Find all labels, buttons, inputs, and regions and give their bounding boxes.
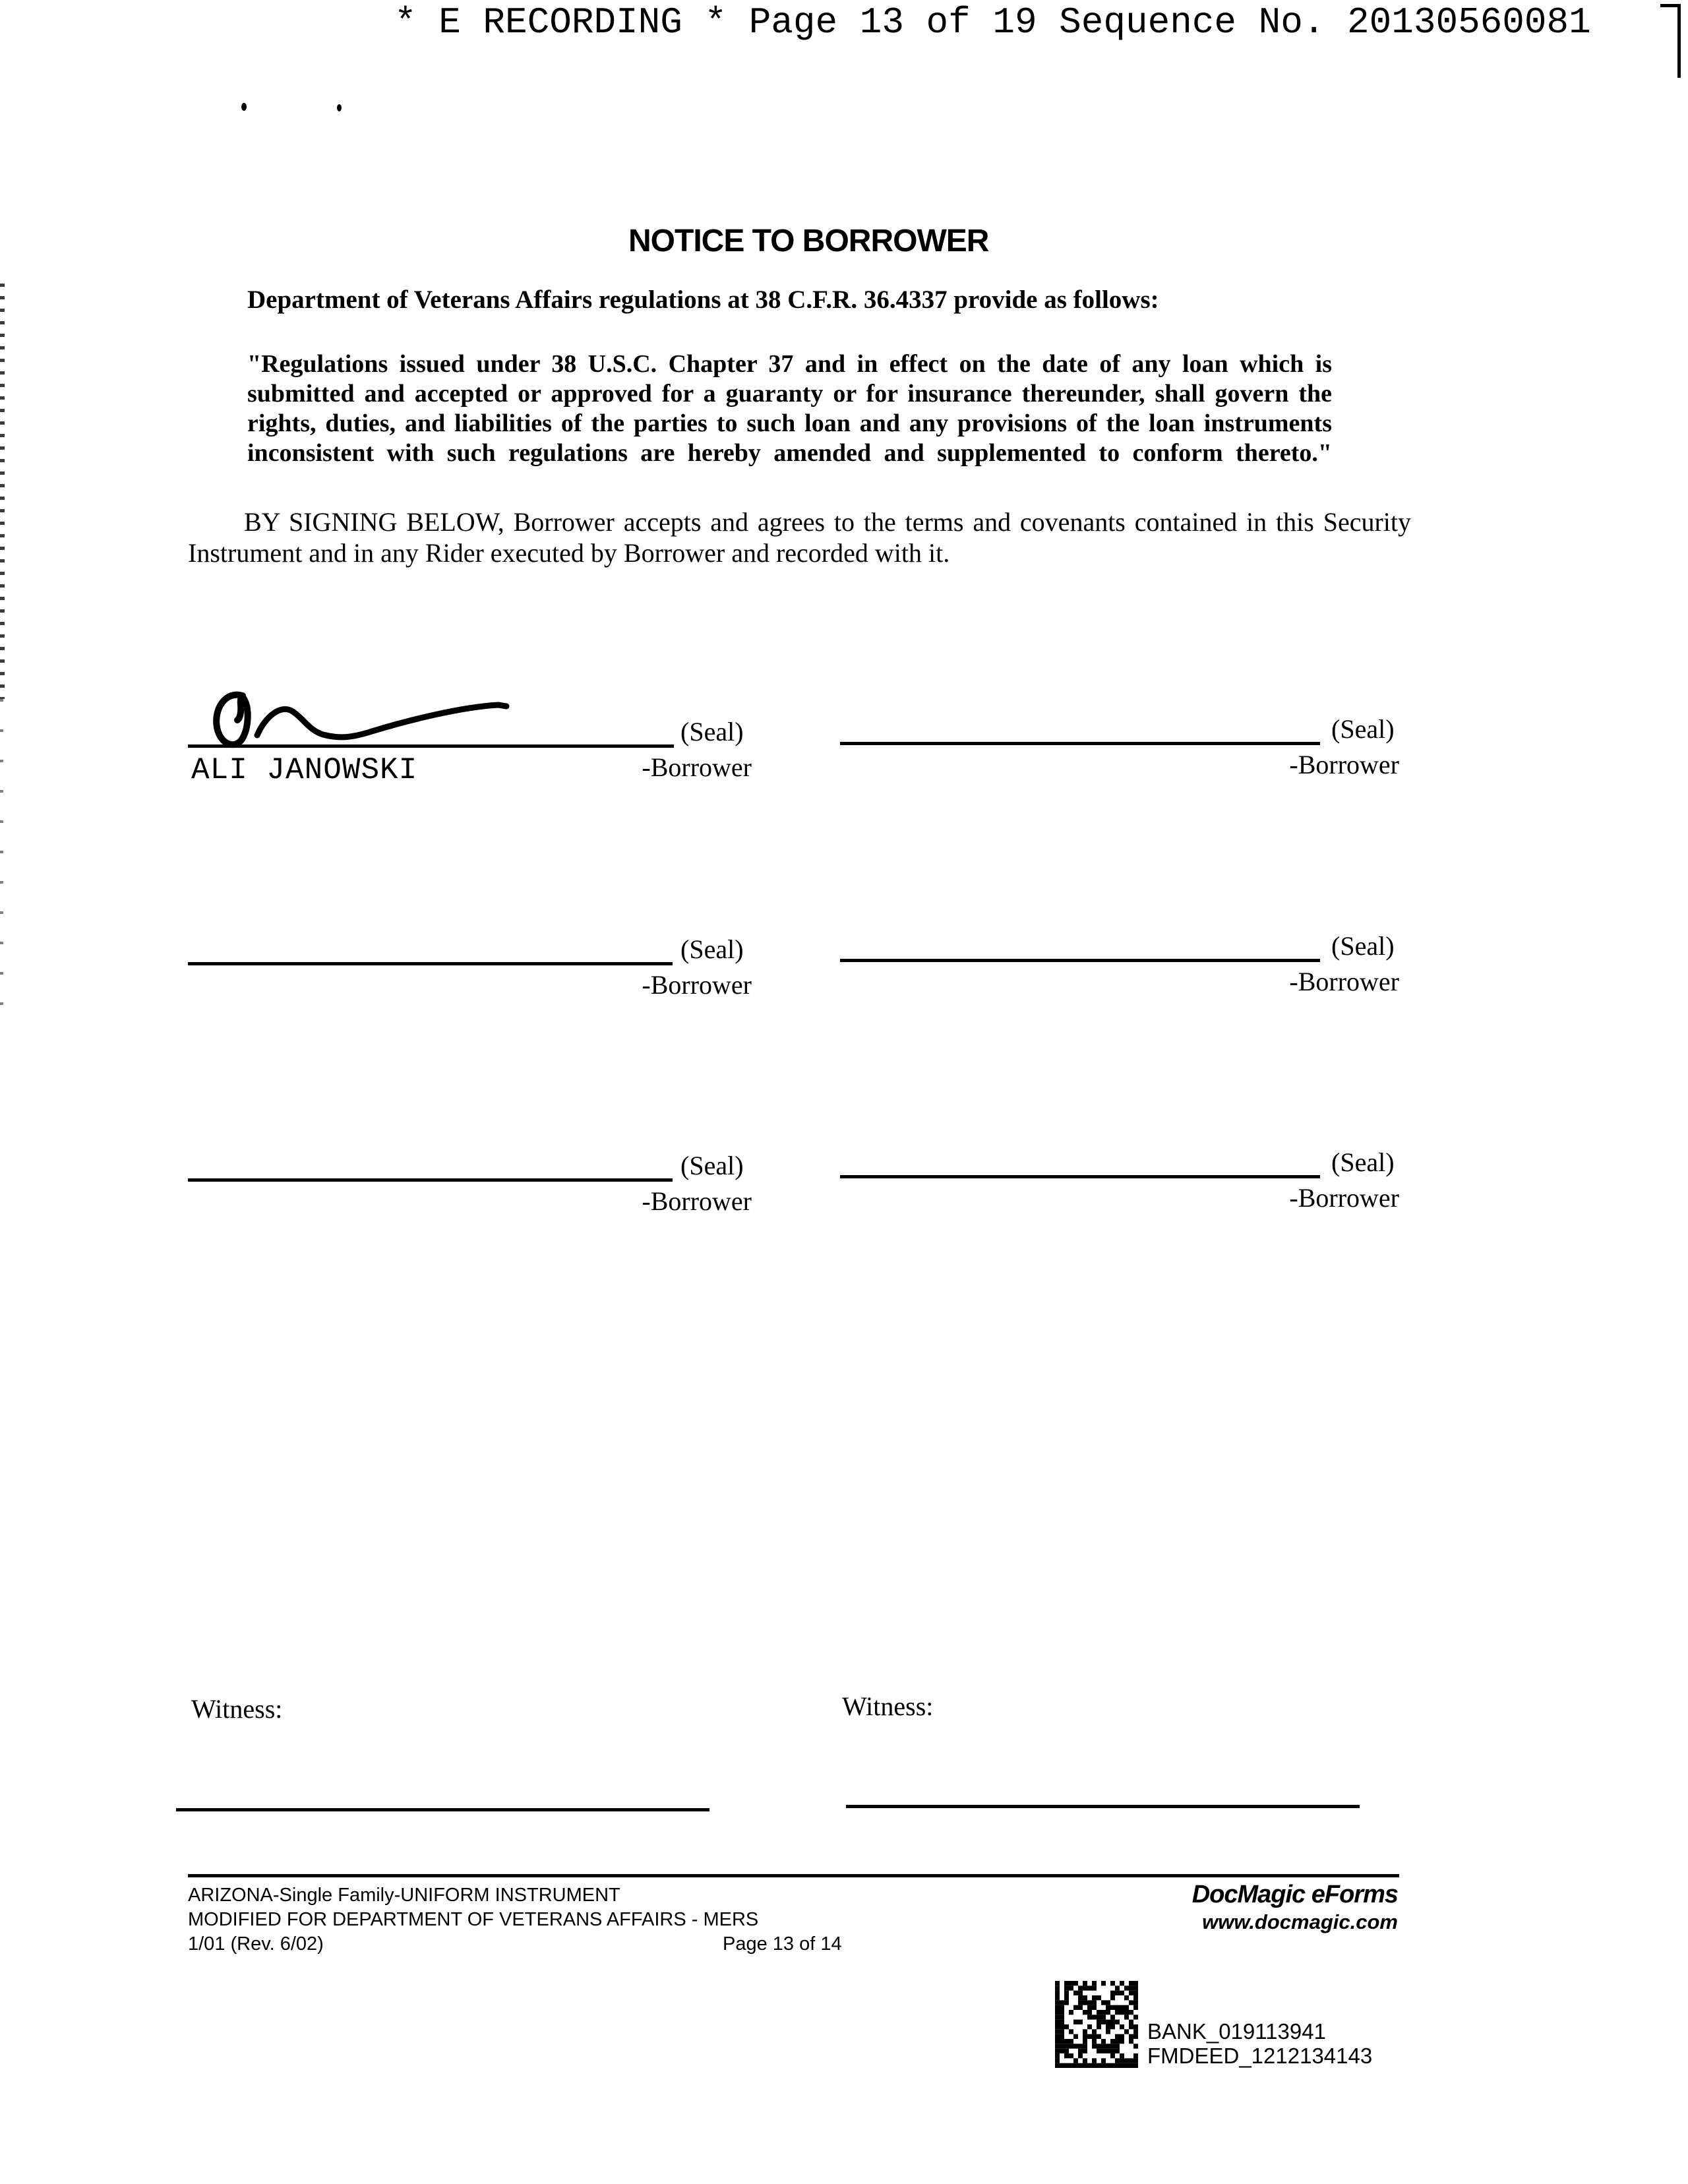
witness-line: [846, 1805, 1360, 1808]
agreement-line-2: Instrument and in any Rider executed by Borrower and recorded with it.: [188, 538, 950, 568]
quote-line-4: inconsistent with such regulations are hereby amended and supplemented to conform thereto.": [247, 439, 1332, 467]
scan-artifact: [0, 284, 5, 699]
witness-label-left: Witness:: [191, 1694, 283, 1724]
recording-header: * E RECORDING * Page 13 of 19 Sequence No. 20130560081: [394, 1, 1591, 44]
docmagic-logo: DocMagic eForms: [1191, 1881, 1398, 1908]
seal-label: (Seal): [1331, 1147, 1395, 1177]
borrower-label: -Borrower: [642, 1186, 752, 1216]
seal-label: (Seal): [680, 934, 744, 964]
borrower-label: -Borrower: [1289, 1183, 1399, 1213]
footer-form-line2: MODIFIED FOR DEPARTMENT OF VETERANS AFFAIRS - MERS: [188, 1909, 759, 1930]
footer-form-info: [188, 1883, 842, 1957]
seal-label: (Seal): [680, 1151, 744, 1180]
seal-label: (Seal): [1331, 714, 1395, 744]
regulation-quote: [247, 349, 1332, 468]
notice-title: NOTICE TO BORROWER: [628, 224, 989, 258]
agreement-paragraph: [188, 506, 1411, 568]
signature-line: [840, 1175, 1320, 1178]
seal-label: (Seal): [1331, 931, 1395, 961]
signature-line: [188, 1178, 673, 1182]
scan-artifact: [0, 699, 3, 1022]
signature-line: [188, 744, 674, 748]
borrower-label: -Borrower: [1289, 967, 1399, 996]
signature-line: [840, 959, 1320, 962]
footer-form-line1: ARIZONA-Single Family-UNIFORM INSTRUMENT: [188, 1885, 620, 1906]
signature-line: [840, 742, 1320, 745]
docmagic-url: www.docmagic.com: [1202, 1910, 1398, 1933]
seal-label: (Seal): [680, 717, 744, 746]
footer-revision: 1/01 (Rev. 6/02): [188, 1933, 324, 1955]
barcode-label-2: FMDEED_1212134143: [1147, 2044, 1373, 2068]
footer-rule: [188, 1874, 1399, 1877]
barcode-label-1: BANK_019113941: [1147, 2019, 1326, 2044]
signer-name: ALI JANOWSKI: [191, 753, 418, 787]
footer-page-number: Page 13 of 14: [723, 1933, 842, 1955]
quote-line-1: "Regulations issued under 38 U.S.C. Chapter 37 and in effect on the date of any loan which is: [247, 350, 1332, 378]
handwritten-signature: [211, 689, 514, 752]
witness-label-right: Witness:: [842, 1691, 934, 1721]
scan-artifact: [337, 104, 342, 111]
scan-artifact: [1660, 4, 1681, 7]
scan-artifact: [1677, 4, 1681, 78]
notice-intro: Department of Veterans Affairs regulations at 38 C.F.R. 36.4337 provide as follows:: [247, 286, 1159, 314]
signature-line: [188, 962, 673, 965]
witness-line: [176, 1808, 709, 1811]
borrower-label: -Borrower: [642, 752, 752, 782]
datamatrix-barcode: [1055, 1981, 1138, 2071]
footer-form-line3: [188, 1932, 842, 1957]
agreement-line-1: BY SIGNING BELOW, Borrower accepts and agrees to the terms and covenants contained in this Security: [244, 507, 1411, 537]
barcode-labels: [1147, 2019, 1372, 2068]
quote-line-3: rights, duties, and liabilities of the parties to such loan and any provisions of the loan instruments: [247, 410, 1332, 437]
borrower-label: -Borrower: [1289, 750, 1399, 779]
borrower-label: -Borrower: [642, 970, 752, 1000]
brand-block: [1068, 1881, 1398, 1934]
quote-line-2: submitted and accepted or approved for a guaranty or for insurance thereunder, shall govern the: [247, 380, 1332, 408]
scan-artifact: [241, 103, 247, 111]
